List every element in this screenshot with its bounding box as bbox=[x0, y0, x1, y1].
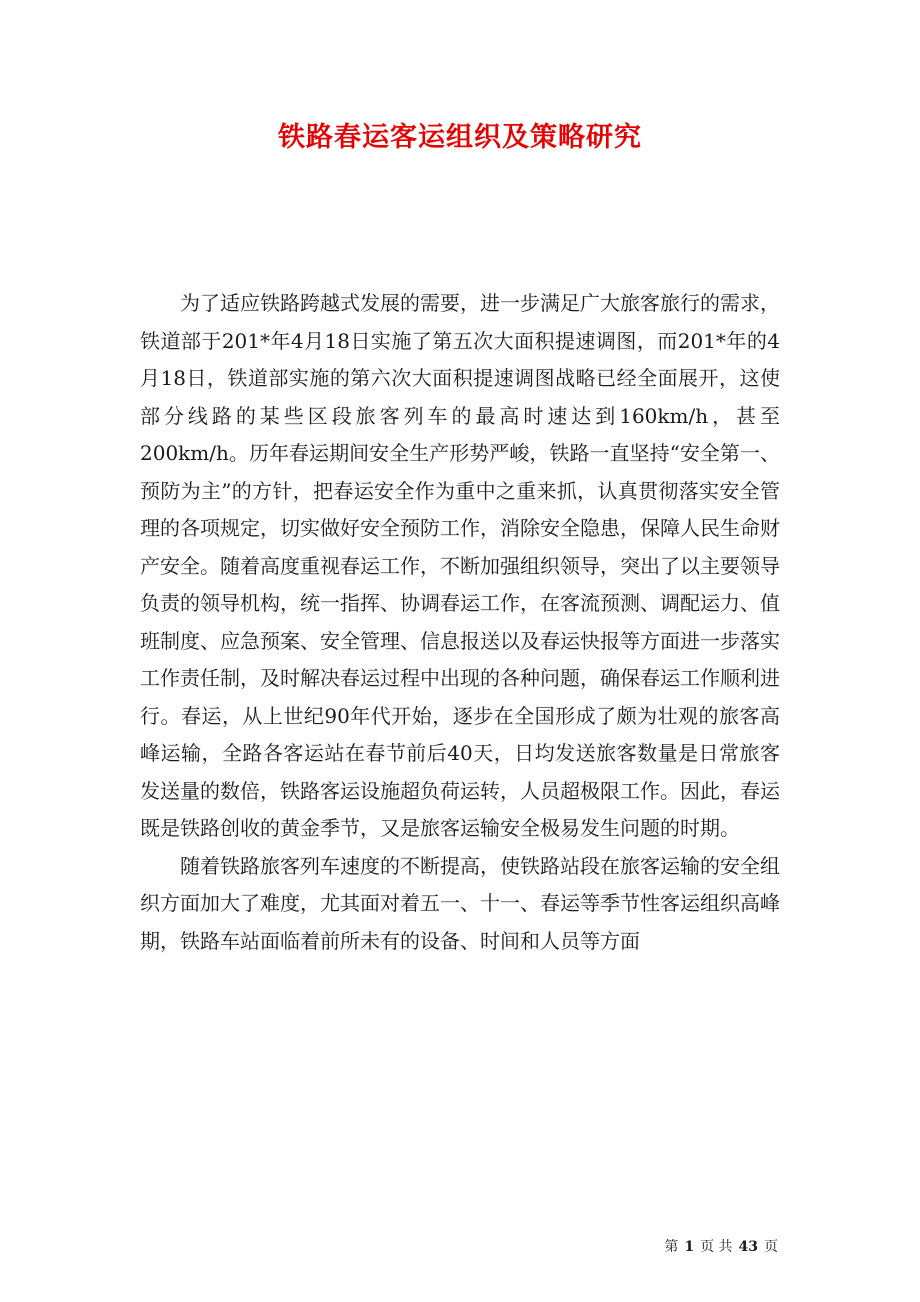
footer-total-pages: 43 bbox=[738, 1239, 758, 1255]
footer-page-number: 1 bbox=[684, 1239, 695, 1255]
document-title: 铁路春运客运组织及策略研究 bbox=[278, 122, 642, 153]
footer-prefix: 第 bbox=[664, 1239, 679, 1255]
page-footer bbox=[662, 1236, 780, 1256]
paragraph-2: 随着铁路旅客列车速度的不断提高，使铁路站段在旅客运输的安全组织方面加大了难度，尤其面对着五一、十一、春运等季节性客运组织高峰期，铁路车站面临着前所未有的设备、时间和人员等方面 bbox=[140, 853, 780, 953]
footer-suffix: 页 bbox=[764, 1239, 778, 1255]
paragraph-1: 为了适应铁路跨越式发展的需要，进一步满足广大旅客旅行的需求，铁道部于201*年4月18日实施了第五次大面积提速调图，而201*年的4月18日，铁道部实施的第六次大面积提速调图战略已经全面展开，这使部分线路的某些区段旅客列车的最高时速达到160km/h，甚至200km/h。历年春运期间安全生产形势严峻，铁路一直坚持“安全第一、预防为主”的方针，把春运安全作为重中之重来抓，认真贯彻落实安全管理的各项规定，切实做好安全预防工作，消除安全隐患，保障人民生命财产安全。随着高度重视春运工作，不断加强组织领导，突出了以主要领导负责的领导机构，统一指挥、协调春运工作，在客流预测、调配运力、值班制度、应急预案、安全管理、信息报送以及春运快报等方面进一步落实工作责任制，及时解决春运过程中出现的各种问题，确保春运工作顺利进行。春运，从上世纪90年代开始，逐步在全国形成了颇为壮观的旅客高峰运输，全路各客运站在春节前后40天，日均发送旅客数量是日常旅客发送量的数倍，铁路客运设施超负荷运转，人员超极限工作。因此，春运既是铁路创收的黄金季节，又是旅客运输安全极易发生问题的时期。 bbox=[140, 291, 780, 840]
footer-middle: 页 共 bbox=[700, 1239, 733, 1255]
document-body bbox=[140, 285, 780, 960]
